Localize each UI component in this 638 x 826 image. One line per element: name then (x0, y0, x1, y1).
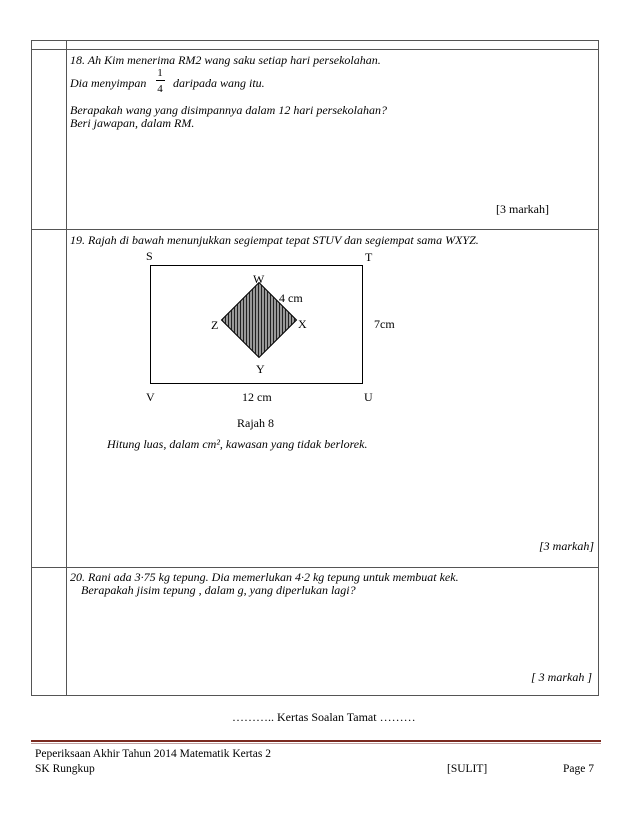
footer-rule-shadow (31, 743, 601, 744)
q19-line1: 19. Rajah di bawah menunjukkan segiempat tepat STUV dan segiempat sama WXYZ. (70, 233, 479, 247)
footer-page-number: Page 7 (563, 763, 594, 775)
q18-fraction-bar (156, 80, 165, 81)
label-Y: Y (256, 362, 265, 376)
label-V: V (146, 390, 155, 404)
label-T: T (365, 250, 373, 264)
table-row-divider (32, 49, 598, 50)
label-U: U (364, 390, 373, 404)
q18-marks: [3 markah] (496, 202, 549, 216)
q18-line2-post: daripada wang itu. (173, 76, 265, 90)
footer-rule (31, 740, 601, 742)
rect-width-label: 12 cm (242, 390, 272, 404)
table-column-divider (66, 41, 67, 695)
end-note: ……….. Kertas Soalan Tamat ……… (232, 710, 416, 724)
footer-school: SK Rungkup (35, 763, 95, 775)
table-row-divider (32, 229, 598, 230)
q20-marks: [ 3 markah ] (531, 670, 593, 684)
q18-line1: 18. Ah Kim menerima RM2 wang saku setiap hari persekolahan. (70, 53, 381, 67)
table-row-divider (32, 567, 598, 568)
square-side-label: 4 cm (279, 291, 303, 305)
q19-marks: [3 markah] (539, 539, 595, 553)
footer-classification: [SULIT] (447, 763, 488, 775)
q18-line3: Berapakah wang yang disimpannya dalam 12 hari persekolahan? (70, 103, 387, 117)
label-X: X (298, 317, 307, 331)
q18-fraction-numerator: 1 (157, 67, 163, 79)
label-W: W (253, 272, 265, 286)
q18-line4: Beri jawapan, dalam RM. (70, 116, 195, 130)
figure-caption: Rajah 8 (237, 416, 274, 430)
label-Z: Z (211, 318, 219, 332)
label-S: S (146, 249, 153, 263)
q20-line1: 20. Rani ada 3·75 kg tepung. Dia memerlukan 4·2 kg tepung untuk membuat kek. (70, 570, 459, 584)
q18-line2-pre: Dia menyimpan (70, 76, 147, 90)
rect-height-label: 7cm (374, 317, 395, 331)
q20-line2: Berapakah jisim tepung , dalam g, yang diperlukan lagi? (81, 583, 356, 597)
q18-fraction-denominator: 4 (157, 83, 163, 95)
q19-question: Hitung luas, dalam cm², kawasan yang tidak berlorek. (107, 437, 368, 451)
footer-exam-title: Peperiksaan Akhir Tahun 2014 Matematik Kertas 2 (35, 748, 271, 760)
